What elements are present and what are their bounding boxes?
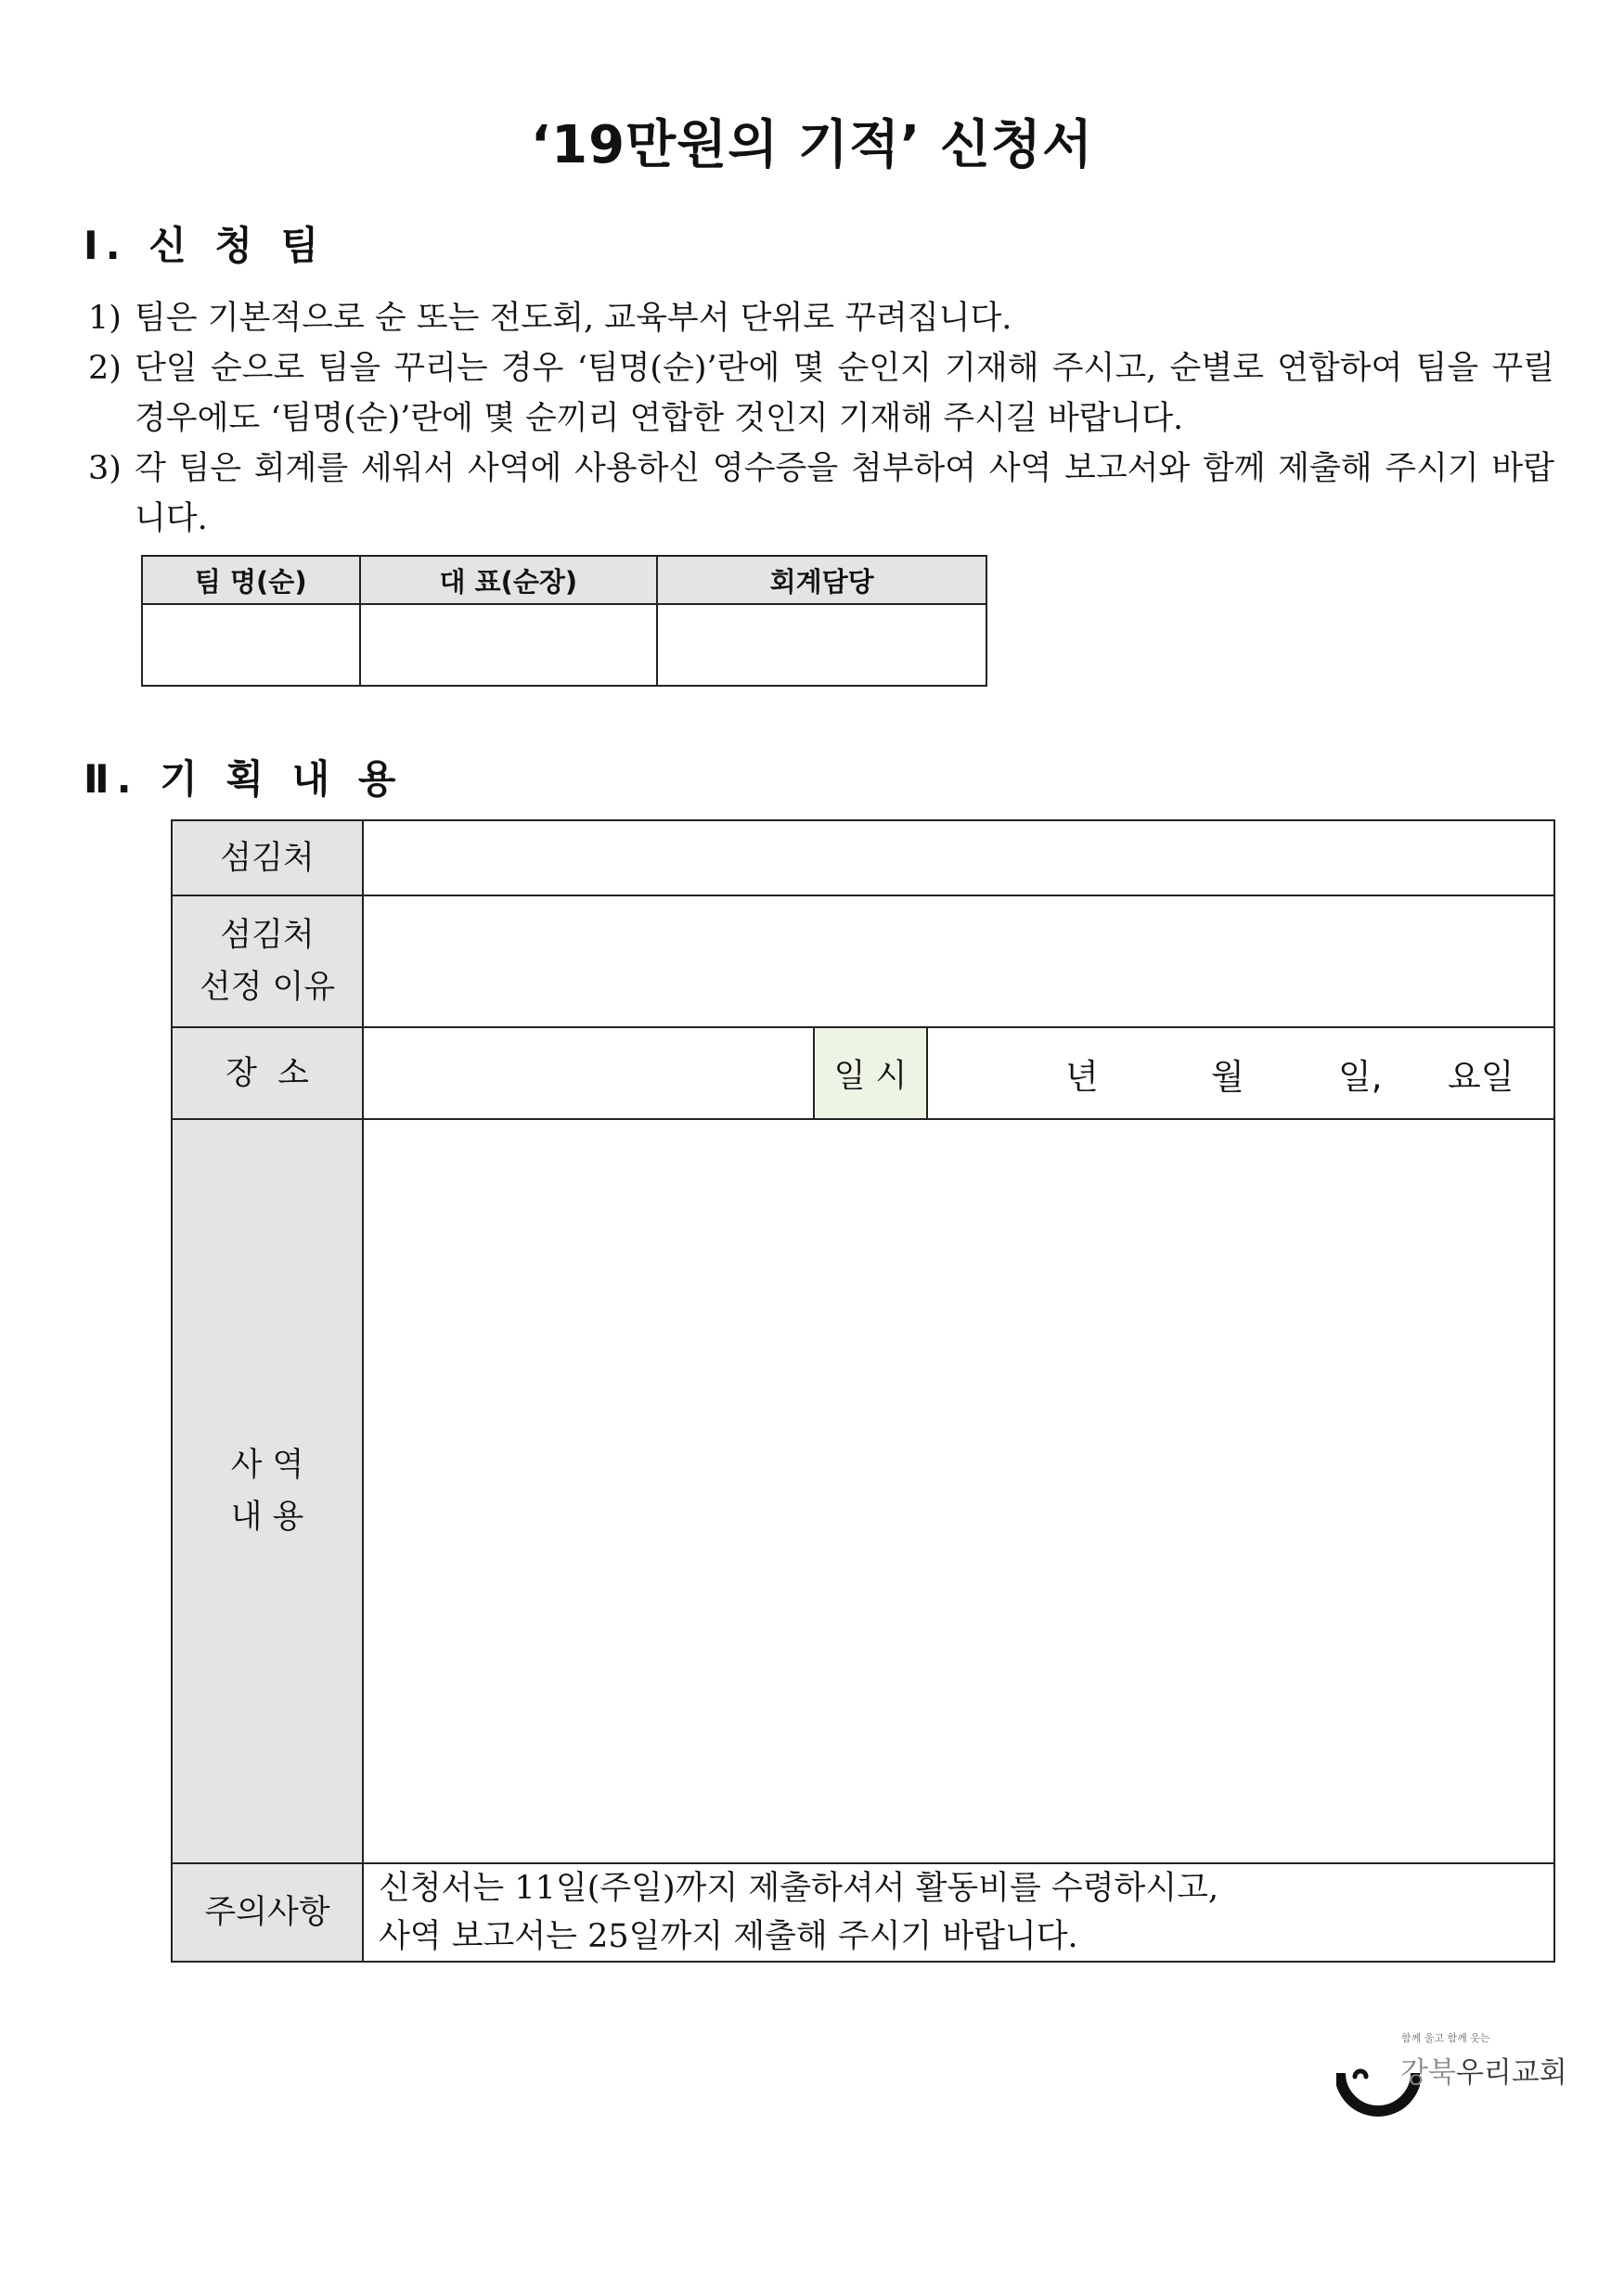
date-weekday-unit: 요일 bbox=[1448, 1056, 1514, 1097]
logo-tagline: 함께 울고 함께 웃는 bbox=[1401, 2032, 1490, 2044]
instruction-text: 각 팀은 회계를 세워서 사역에 사용하신 영수증을 첨부하여 사역 보고서와 함께 제출해 주시기 바랍니다. bbox=[135, 450, 1554, 537]
logo-name-part: 강북 bbox=[1400, 2056, 1456, 2090]
place-label: 장 소 bbox=[172, 1027, 363, 1119]
plan-details-table bbox=[171, 819, 1555, 1963]
section-heading-applicant-team: Ⅰ. 신 청 팀 bbox=[84, 223, 327, 268]
instruction-text: 팀은 기본적으로 순 또는 전도회, 교육부서 단위로 꾸려집니다. bbox=[135, 300, 1012, 337]
instruction-item bbox=[88, 293, 1554, 343]
content-label-line1: 사 역 bbox=[230, 1447, 304, 1484]
logo-name-part: 우리교회 bbox=[1455, 2056, 1567, 2090]
instruction-item bbox=[88, 444, 1554, 544]
place-field[interactable] bbox=[363, 1027, 814, 1119]
reason-label-line1: 섬김처 bbox=[220, 917, 315, 954]
treasurer-header: 회계담당 bbox=[657, 556, 986, 604]
instruction-item bbox=[88, 343, 1554, 444]
content-label-line2: 내 용 bbox=[230, 1499, 304, 1536]
instruction-list bbox=[88, 293, 1554, 544]
date-label: 일 시 bbox=[814, 1027, 927, 1119]
content-field[interactable] bbox=[363, 1119, 1554, 1863]
leader-field[interactable] bbox=[360, 604, 658, 686]
instruction-number: 2) bbox=[88, 350, 122, 387]
content-label bbox=[172, 1119, 363, 1863]
instruction-text: 단일 순으로 팀을 꾸리는 경우 ‘팀명(순)’란에 몇 순인지 기재해 주시고, 순별로 연합하여 팀을 꾸릴 경우에도 ‘팀명(순)’란에 몇 순끼리 연합한 것인지 기재해 주시길 바랍니다. bbox=[135, 350, 1554, 437]
instruction-number: 1) bbox=[88, 300, 122, 337]
instruction-number: 3) bbox=[88, 450, 122, 487]
caution-line: 신청서는 11일(주일)까지 제출하셔서 활동비를 수령하시고, bbox=[379, 1870, 1219, 1907]
date-field[interactable] bbox=[927, 1027, 1554, 1119]
date-month-unit: 월 bbox=[1211, 1056, 1244, 1097]
reason-field[interactable] bbox=[363, 895, 1554, 1027]
treasurer-field[interactable] bbox=[657, 604, 986, 686]
recipient-field[interactable] bbox=[363, 820, 1554, 895]
reason-label bbox=[172, 895, 363, 1027]
date-year-unit: 년 bbox=[1065, 1056, 1099, 1097]
caution-line: 사역 보고서는 25일까지 제출해 주시기 바랍니다. bbox=[379, 1918, 1078, 1955]
section-heading-plan-details: Ⅱ. 기 획 내 용 bbox=[84, 756, 404, 802]
team-name-header: 팀 명(순) bbox=[142, 556, 360, 604]
date-day-unit: 일, bbox=[1338, 1056, 1383, 1097]
leader-header: 대 표(순장) bbox=[360, 556, 658, 604]
logo-name bbox=[1400, 2049, 1567, 2091]
page-title: ‘19만원의 기적’ 신청서 bbox=[530, 115, 1094, 175]
reason-label-line2: 선정 이유 bbox=[199, 969, 336, 1006]
church-logo bbox=[1336, 2023, 1568, 2125]
team-info-table bbox=[141, 555, 987, 687]
recipient-label: 섬김처 bbox=[172, 820, 363, 895]
caution-text bbox=[363, 1863, 1554, 1962]
team-name-field[interactable] bbox=[142, 604, 360, 686]
caution-label: 주의사항 bbox=[172, 1863, 363, 1962]
